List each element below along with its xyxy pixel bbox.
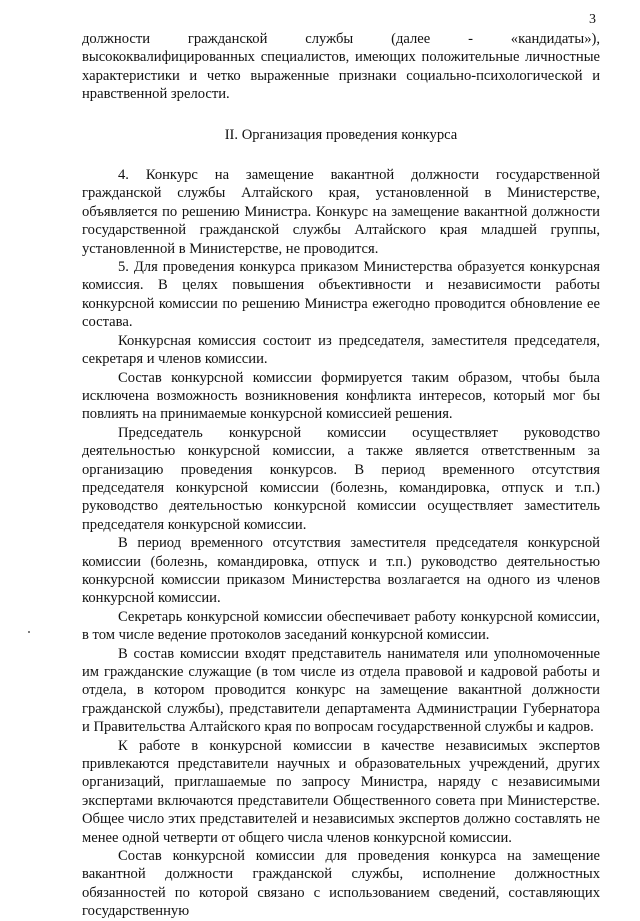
paragraph-conflict-of-interest: Состав конкурсной комиссии формируется таким образом, чтобы была исключена возможность возникновения конфликта интересов, который мог бы повлиять на принимаемые конкурсной комиссией решения.: [82, 369, 600, 423]
paragraph-item-4: 4. Конкурс на замещение вакантной должности государственной гражданской службы Алтайского края, установленной в Министерстве, объявляется по решению Министра. Конкурс на замещение вакантной должности государственной гражданской службы Алтайского края младшей группы, установленной в Министерстве, не проводится.: [82, 167, 600, 257]
paragraph-secret-positions: Состав конкурсной комиссии для проведения конкурса на замещение вакантной должности гражданской службы, исполнение должностных обязанностей по которой связано с использованием сведений, составляющих государственную: [82, 848, 600, 920]
scan-speck: [28, 631, 30, 633]
paragraph-commission-members: В состав комиссии входят представитель нанимателя или уполномоченные им гражданские служащие (в том числе из отдела правовой и кадровой работы и отдела, в котором проводится конкурс на замещение вакантной должности гражданской службы), представители департамента Администрации Губернатора и Правительства Алтайского края по вопросам государственной службы и кадров.: [82, 645, 600, 736]
intro-paragraph: должности гражданской службы (далее - «кандидаты»), высококвалифицированных специалистов, имеющих положительные личностные характеристики и четко выраженные признаки социально-психологической и нравственной зрелости.: [82, 31, 600, 103]
paragraph-item-5: 5. Для проведения конкурса приказом Министерства образуется конкурсная комиссия. В целях повышения объективности и независимости работы конкурсной комиссии по решению Министра ежегодно проводится обновление ее состава.: [82, 259, 600, 331]
section-heading: II. Организация проведения конкурса: [224, 126, 458, 143]
paragraph-chairman-duties: Председатель конкурсной комиссии осуществляет руководство деятельностью конкурсной комиссии, а также является ответственным за организацию проведения конкурсов. В период временного отсутствия председателя конкурсной комиссии (болезнь, командировка, отпуск и т.п.) руководство деятельностью конкурсной комиссии осуществляет заместитель председателя конкурсной комиссии.: [82, 424, 600, 533]
document-body: [82, 30, 600, 921]
paragraph-independent-experts: К работе в конкурсной комиссии в качестве независимых экспертов привлекаются представители научных и образовательных учреждений, других организаций, приглашаемые по запросу Министра, наряду с независимыми экспертами включаются представители Общественного совета при Министерстве. Общее число этих представителей и независимых экспертов должно составлять не менее одной четверти от общего числа членов конкурсной комиссии.: [82, 737, 600, 846]
page-number: 3: [589, 12, 596, 27]
paragraph-secretary-duties: Секретарь конкурсной комиссии обеспечивает работу конкурсной комиссии, в том числе ведение протоколов заседаний конкурсной комиссии.: [82, 608, 600, 644]
paragraph-commission-composition: Конкурсная комиссия состоит из председателя, заместителя председателя, секретаря и членов комиссии.: [82, 332, 600, 368]
paragraph-deputy-absence: В период временного отсутствия заместителя председателя конкурсной комиссии (болезнь, командировка, отпуск и т.п.) руководство деятельностью конкурсной комиссии приказом Министерства возлагается на одного из членов конкурсной комиссии.: [82, 535, 600, 607]
